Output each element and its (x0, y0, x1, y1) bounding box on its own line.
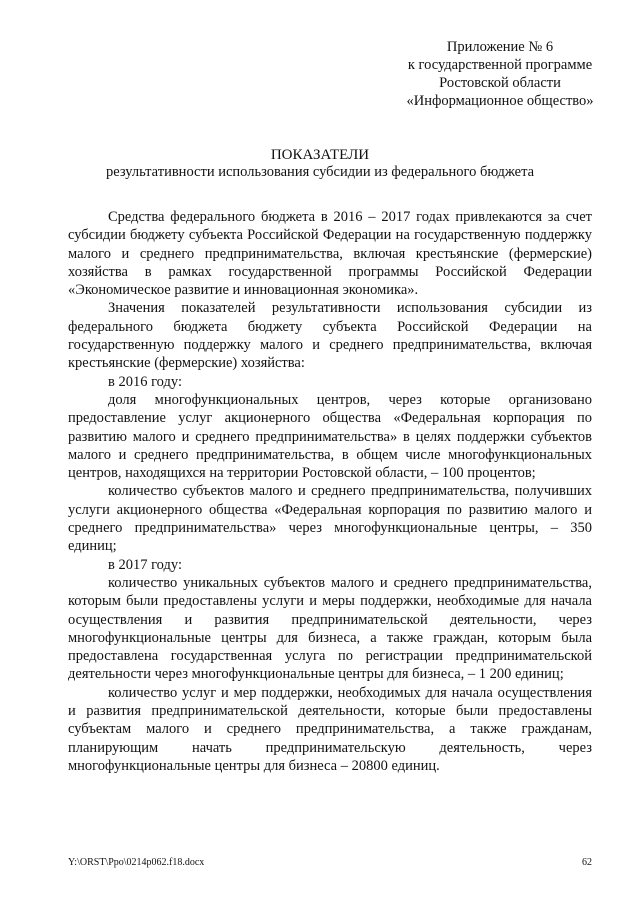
paragraph-unique-sme-count: количество уникальных субъектов малого и среднего предпринимательства, которым были предоставлены услуги и меры поддержки, необходимые для начала осуществления и развития предпринимательской деятельности, через многофункциональные центры для бизнеса, а также граждан, которым была предоставлена государственная услуга по регистрации предпринимательской деятельности через многофункциональные центры для бизнеса, – 1 200 единиц; (68, 574, 592, 683)
page-number: 62 (582, 857, 592, 868)
year-2016-heading: в 2016 году: (108, 373, 182, 390)
paragraph-funding: Средства федерального бюджета в 2016 – 2017 годах привлекаются за счет субсидии бюджету субъекта Российской Федерации на государственную поддержку малого и среднего предпринимательства, включая крестьянские (фермерские) хозяйства в рамках государственной программы Российской Федерации «Экономическое развитие и инновационная экономика». (68, 209, 592, 299)
appendix-program-name: «Информационное общество» (406, 93, 594, 109)
appendix-program-ref: к государственной программе (407, 57, 593, 73)
footer-file-path: Y:\ORST\Ppo\0214p062.f18.docx (68, 857, 205, 868)
document-title: ПОКАЗАТЕЛИ (270, 147, 370, 163)
appendix-number: Приложение № 6 (446, 39, 554, 55)
document-body (68, 208, 592, 775)
paragraph-mfc-share: доля многофункциональных центров, через которые организовано предоставление услуг акционерного общества «Федеральная корпорация по развитию малого и среднего предпринимательства» в целях поддержки субъектов малого и среднего предпринимательства, в общем числе многофункциональных центров, находящихся на территории Ростовской области, – 100 процентов; (68, 391, 592, 482)
document-subtitle: результативности использования субсидии из федерального бюджета (105, 164, 535, 180)
appendix-region: Ростовской области (439, 75, 561, 91)
paragraph-indicators-intro: Значения показателей результативности использования субсидии из федерального бюджета бюджету субъекта Российской Федерации на государственную поддержку малого и среднего предпринимательства, включая крестьянские (фермерские) хозяйства: (68, 300, 592, 372)
paragraph-sme-count-2016: количество субъектов малого и среднего предпринимательства, получивших услуги акционерного общества «Федеральная корпорация по развитию малого и среднего предпринимательства» через многофункциональные центры, – 350 единиц; (68, 483, 592, 555)
paragraph-services-count: количество услуг и мер поддержки, необходимых для начала осуществления и развития предпринимательской деятельности, которые были предоставлены субъектам малого и среднего предпринимательства, а также гражданам, планирующим начать предпринимательскую деятельность, через многофункциональные центры для бизнеса – 20800 единиц. (68, 684, 592, 774)
year-2017-heading: в 2017 году: (108, 556, 182, 573)
appendix-header (370, 38, 630, 110)
